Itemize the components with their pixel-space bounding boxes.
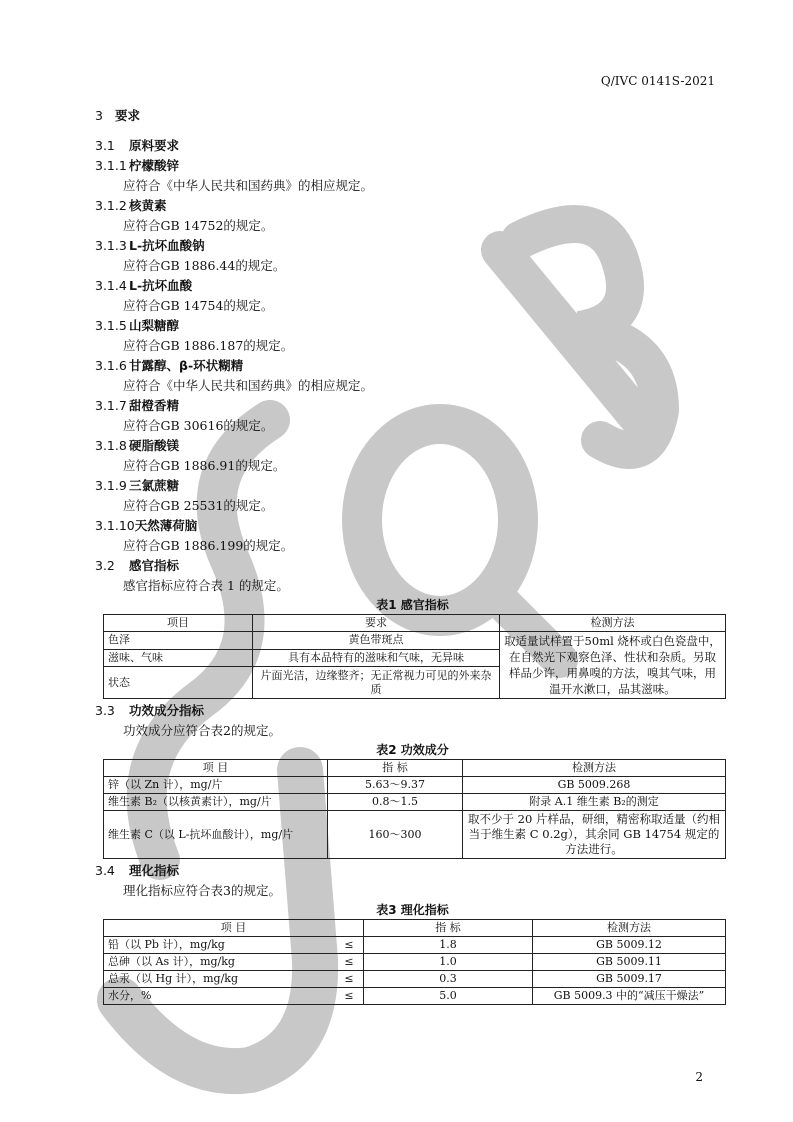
table-row	[104, 811, 726, 859]
section-heading	[95, 106, 730, 126]
table-cell-method: 取适量试样置于50ml 烧杯或白色瓷盘中，在自然光下观察色泽、性状和杂质。另取样品少许，用鼻嗅的方法，嗅其气味，用温开水漱口，品其滋味。	[500, 632, 726, 699]
table-header-row	[104, 615, 726, 632]
material-heading	[95, 316, 730, 336]
physicochemical-table	[103, 919, 726, 1005]
table-cell: 5.0	[364, 988, 533, 1005]
table-row	[104, 988, 726, 1005]
table-row	[104, 954, 726, 971]
material-number: 3.1.1	[95, 158, 127, 173]
table-header-cell: 要求	[253, 615, 500, 632]
material-heading	[95, 196, 730, 216]
le-symbol: ≤	[335, 971, 364, 988]
table-row	[104, 937, 726, 954]
paragraph: 功效成分应符合表2的规定。	[123, 723, 281, 738]
table-cell: GB 5009.3 中的“减压干燥法”	[533, 988, 726, 1005]
table-header-cell: 检测方法	[500, 615, 726, 632]
material-heading	[95, 276, 730, 296]
table-cell: 状态	[104, 667, 253, 699]
table-cell: 总汞（以 Hg 计），mg/kg	[104, 971, 336, 988]
table-cell: 附录 A.1 维生素 B₂的测定	[463, 794, 726, 811]
table-header-cell: 检测方法	[463, 760, 726, 777]
material-requirement: 应符合《中华人民共和国药典》的相应规定。	[123, 378, 374, 393]
material-requirement: 应符合GB 1886.187的规定。	[123, 338, 294, 353]
table-row	[104, 794, 726, 811]
material-number: 3.1.2	[95, 198, 127, 213]
material-heading	[95, 476, 730, 496]
material-name: 核黄素	[129, 198, 167, 213]
material-number: 3.1.5	[95, 318, 127, 333]
table-cell: 5.63～9.37	[328, 777, 463, 794]
table-header-cell: 检测方法	[533, 920, 726, 937]
subsection-title: 感官指标	[129, 558, 180, 573]
material-requirement: 应符合GB 30616的规定。	[123, 418, 274, 433]
material-number: 3.1.7	[95, 398, 127, 413]
le-symbol: ≤	[335, 954, 364, 971]
efficacy-table	[103, 759, 726, 859]
subsection-heading	[95, 861, 730, 881]
material-heading	[95, 356, 730, 376]
material-requirement: 应符合GB 1886.44的规定。	[123, 258, 286, 273]
table-caption: 表2 功效成分	[376, 743, 449, 757]
table-cell: 维生素 B₂（以核黄素计），mg/片	[104, 794, 328, 811]
table-header-cell: 指 标	[328, 760, 463, 777]
table-header-cell: 项目	[104, 615, 253, 632]
le-symbol: ≤	[335, 988, 364, 1005]
material-number: 3.1.9	[95, 478, 127, 493]
table-header-cell: 项 目	[104, 760, 328, 777]
table-cell: 色泽	[104, 632, 253, 650]
table-cell: 总砷（以 As 计），mg/kg	[104, 954, 336, 971]
table-cell: 具有本品特有的滋味和气味，无异味	[253, 649, 500, 667]
material-requirement: 应符合GB 14752的规定。	[123, 218, 274, 233]
table-row	[104, 971, 726, 988]
table-cell: 维生素 C（以 L-抗坏血酸计），mg/片	[104, 811, 328, 859]
material-name: L-抗坏血酸钠	[129, 238, 205, 253]
table-cell: 片面光洁，边缘整齐；无正常视力可见的外来杂质	[253, 667, 500, 699]
table-caption: 表1 感官指标	[376, 598, 449, 612]
table-header-row	[104, 760, 726, 777]
table-cell: GB 5009.12	[533, 937, 726, 954]
material-name: 柠檬酸锌	[129, 158, 180, 173]
material-list	[95, 156, 730, 556]
material-requirement: 应符合GB 25531的规定。	[123, 498, 274, 513]
material-name: 三氯蔗糖	[129, 478, 180, 493]
table-cell: 1.8	[364, 937, 533, 954]
section-title: 要求	[115, 108, 141, 123]
material-name: L-抗坏血酸	[129, 278, 193, 293]
material-heading	[95, 436, 730, 456]
material-heading	[95, 156, 730, 176]
table-cell: 160～300	[328, 811, 463, 859]
subsection-title: 功效成分指标	[129, 703, 205, 718]
table-row	[104, 777, 726, 794]
material-name: 甘露醇、β-环状糊精	[129, 358, 244, 373]
material-requirement: 应符合GB 14754的规定。	[123, 298, 274, 313]
material-name: 山梨糖醇	[129, 318, 180, 333]
table-cell: 0.8～1.5	[328, 794, 463, 811]
paragraph: 感官指标应符合表 1 的规定。	[123, 578, 289, 593]
material-requirement: 应符合GB 1886.91的规定。	[123, 458, 286, 473]
paragraph: 理化指标应符合表3的规定。	[123, 883, 281, 898]
subsection-title: 理化指标	[129, 863, 180, 878]
table-header-cell: 指 标	[364, 920, 533, 937]
table-cell: 铅（以 Pb 计），mg/kg	[104, 937, 336, 954]
table-cell: 取不少于 20 片样品，研细，精密称取适量（约相当于维生素 C 0.2g），其余同 GB 14754 规定的方法进行。	[463, 811, 726, 859]
table-cell: GB 5009.11	[533, 954, 726, 971]
table-caption: 表3 理化指标	[376, 903, 449, 917]
material-number: 3.1.4	[95, 278, 127, 293]
material-heading	[95, 236, 730, 256]
document-number: Q/IVC 0141S-2021	[600, 74, 715, 88]
material-requirement: 应符合GB 1886.199的规定。	[123, 538, 294, 553]
material-number: 3.1.3	[95, 238, 127, 253]
subsection-heading	[95, 556, 730, 576]
table-cell: GB 5009.268	[463, 777, 726, 794]
material-name: 天然薄荷脑	[134, 518, 198, 533]
subsection-heading	[95, 701, 730, 721]
table-header-cell: 项 目	[104, 920, 364, 937]
table-body	[104, 937, 726, 1005]
table-row	[104, 632, 726, 650]
table-cell: GB 5009.17	[533, 971, 726, 988]
table-cell: 滋味、气味	[104, 649, 253, 667]
material-number: 3.1.10	[95, 518, 135, 533]
table-cell: 1.0	[364, 954, 533, 971]
le-symbol: ≤	[335, 937, 364, 954]
subsection-number: 3.2	[95, 558, 115, 573]
material-heading	[95, 396, 730, 416]
subsection-title: 原料要求	[129, 138, 180, 153]
section-number: 3	[95, 108, 103, 123]
subsection-heading	[95, 136, 730, 156]
table-header-row	[104, 920, 726, 937]
material-requirement: 应符合《中华人民共和国药典》的相应规定。	[123, 178, 374, 193]
material-name: 硬脂酸镁	[129, 438, 180, 453]
document-body	[95, 106, 730, 1005]
subsection-number: 3.3	[95, 703, 115, 718]
material-name: 甜橙香精	[129, 398, 180, 413]
table-cell: 锌（以 Zn 计），mg/片	[104, 777, 328, 794]
table-cell: 水分，%	[104, 988, 336, 1005]
material-number: 3.1.8	[95, 438, 127, 453]
page-number: 2	[695, 1070, 703, 1084]
material-number: 3.1.6	[95, 358, 127, 373]
subsection-number: 3.1	[95, 138, 115, 153]
subsection-number: 3.4	[95, 863, 115, 878]
sensory-table	[103, 614, 726, 699]
table-cell: 0.3	[364, 971, 533, 988]
material-heading	[95, 516, 730, 536]
table-cell: 黄色带斑点	[253, 632, 500, 650]
